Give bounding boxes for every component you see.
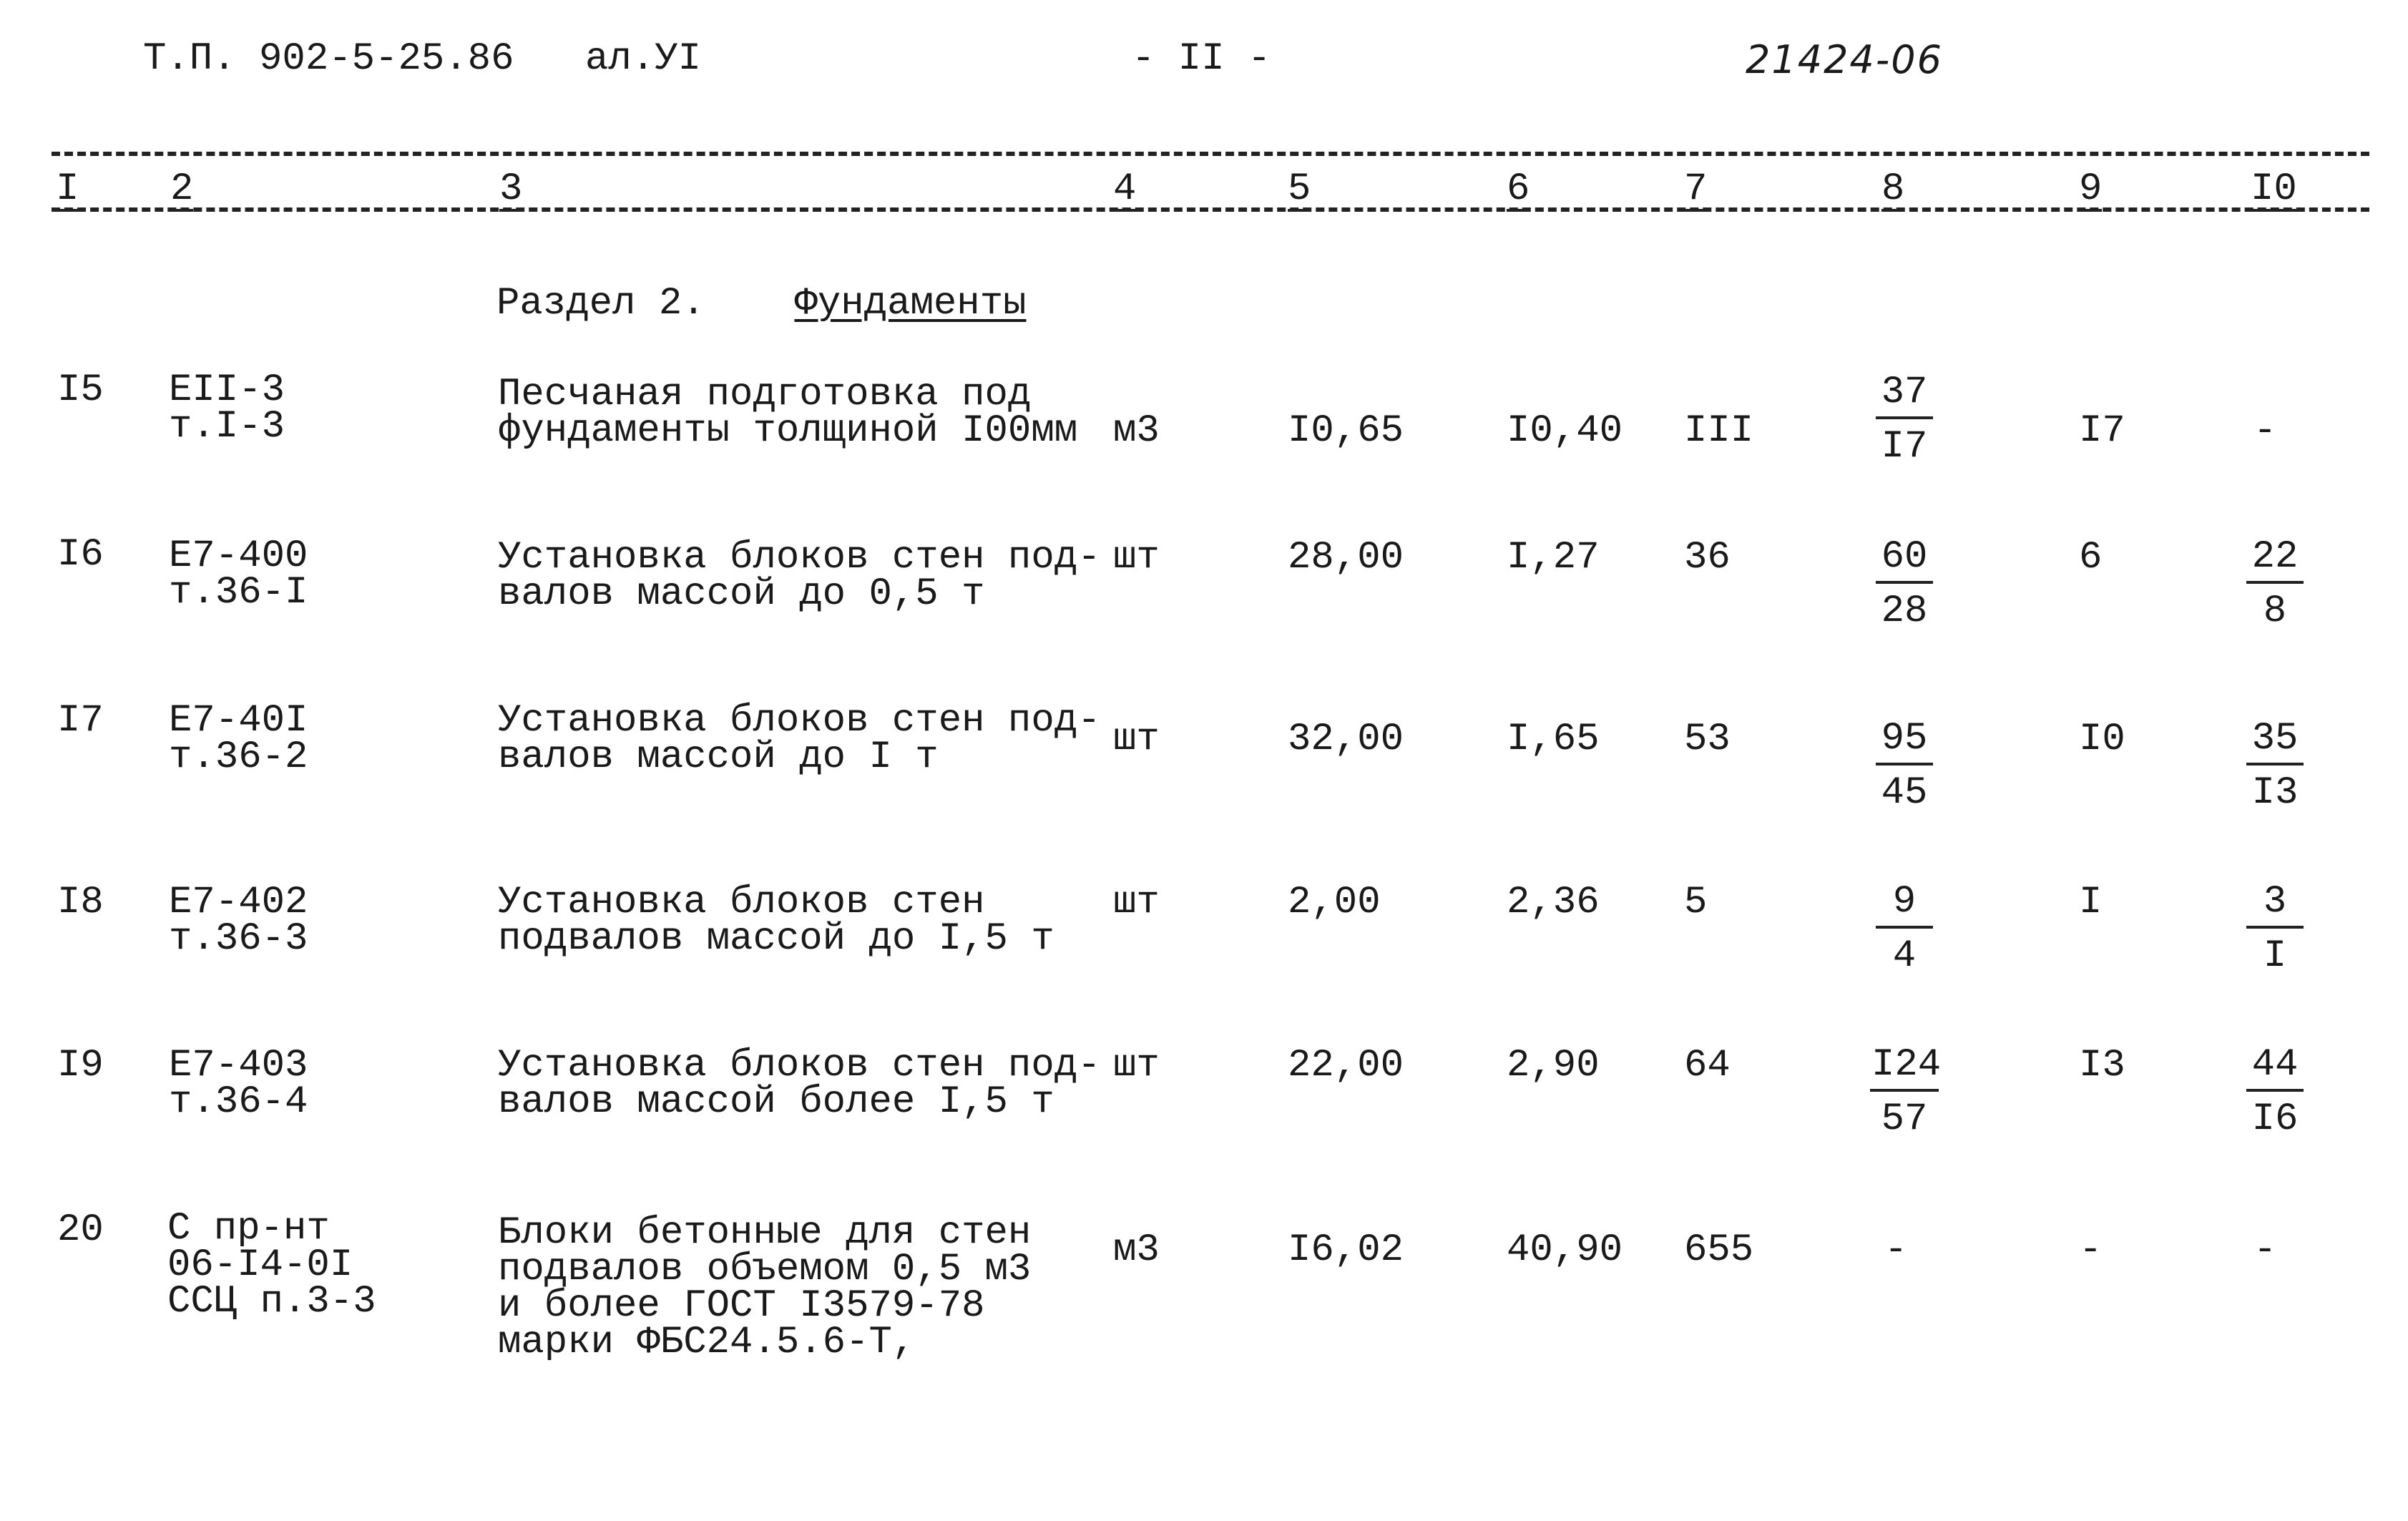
unit: шт (1113, 536, 1160, 579)
unit-price: I,65 (1507, 718, 1600, 761)
description-line: подвалов объемом 0,5 м3 (498, 1248, 1032, 1291)
row-number: I7 (57, 699, 104, 743)
col-5-number: 5 (1288, 167, 1311, 211)
description-line: валов массой до I т (498, 735, 939, 779)
fraction-denominator: 45 (1881, 771, 1928, 815)
norm-code-line: т.I-3 (169, 405, 285, 449)
quantity: 22,00 (1288, 1044, 1404, 1087)
section-heading (496, 282, 1027, 326)
col-10-value: - (2253, 1228, 2277, 1272)
col-9-value: I7 (2079, 409, 2125, 453)
norm-code-line: т.36-2 (169, 735, 308, 779)
header-top-rule (52, 152, 2369, 156)
norm-code-line: E7-40I (169, 699, 308, 743)
fraction-numerator: 44 (2246, 1046, 2304, 1092)
unit: шт (1113, 1044, 1160, 1087)
fraction-denominator: I7 (1881, 425, 1928, 469)
album-number: ал.УI (585, 37, 702, 81)
norm-code-line: т.36-I (169, 571, 308, 615)
col-3-number: 3 (499, 167, 523, 211)
col-8-fraction (1876, 880, 1933, 978)
fraction-numerator: 3 (2246, 883, 2304, 929)
quantity: 2,00 (1288, 881, 1381, 924)
description-line: и более ГОСТ I3579-78 (498, 1284, 985, 1328)
description-line: Установка блоков стен под- (498, 1044, 1101, 1087)
fraction-denominator: I3 (2251, 771, 2299, 815)
unit: шт (1113, 718, 1160, 761)
quantity: 32,00 (1288, 718, 1404, 761)
description-line: фундаменты толщиной I00мм (498, 409, 1078, 453)
col-9-number: 9 (2079, 167, 2103, 211)
col-7-number: 7 (1684, 167, 1708, 211)
total-cost: 53 (1684, 718, 1731, 761)
row-number: I6 (57, 533, 104, 577)
col-10-fraction (2246, 1043, 2304, 1141)
col-8-fraction (1870, 1043, 1942, 1141)
norm-code-line: С пр-нт (167, 1207, 330, 1251)
quantity: I0,65 (1288, 409, 1404, 453)
unit: м3 (1113, 409, 1160, 453)
section-title: Фундаменты (794, 282, 1027, 326)
norm-code-line: EII-3 (169, 368, 285, 412)
quantity: I6,02 (1288, 1228, 1404, 1272)
total-cost: 655 (1684, 1228, 1754, 1272)
unit-price: 40,90 (1507, 1228, 1623, 1272)
norm-code-line: ССЦ п.3-3 (167, 1280, 376, 1324)
description-line: Установка блоков стен (498, 881, 985, 924)
quantity: 28,00 (1288, 536, 1404, 579)
col-9-value: I (2079, 881, 2103, 924)
norm-code-line: т.36-3 (169, 917, 308, 961)
norm-code-line: т.36-4 (169, 1080, 308, 1124)
description-line: Песчаная подготовка под (498, 373, 1032, 416)
col-10-value: - (2253, 409, 2277, 453)
fraction-numerator: 37 (1876, 373, 1933, 419)
row-number: I9 (57, 1044, 104, 1087)
unit: шт (1113, 881, 1160, 924)
description-line: валов массой до 0,5 т (498, 572, 985, 616)
page-number: - II - (1132, 37, 1271, 81)
col-2-number: 2 (170, 167, 194, 211)
total-cost: 64 (1684, 1044, 1731, 1087)
fraction-numerator: 9 (1876, 883, 1933, 929)
fraction-denominator: 4 (1892, 934, 1917, 978)
description-line: Блоки бетонные для стен (498, 1211, 1032, 1255)
norm-code-line: E7-402 (169, 881, 308, 924)
col-8-fraction (1876, 717, 1933, 815)
section-prefix: Раздел 2. (496, 282, 705, 326)
col-9-value: 6 (2079, 536, 2103, 579)
header-bottom-rule (52, 207, 2369, 212)
unit-price: I0,40 (1507, 409, 1623, 453)
col-4-number: 4 (1113, 167, 1137, 211)
col-8-fraction (1876, 535, 1933, 633)
fraction-numerator: 95 (1876, 720, 1933, 766)
description-line: марки ФБС24.5.6-Т, (498, 1321, 916, 1364)
col-8-value: - (1884, 1228, 1908, 1272)
col-10-fraction (2246, 717, 2304, 815)
col-10-fraction (2246, 880, 2304, 978)
col-6-number: 6 (1507, 167, 1530, 211)
fraction-denominator: I (2263, 934, 2287, 978)
unit: м3 (1113, 1228, 1160, 1272)
row-number: I8 (57, 881, 104, 924)
row-number: I5 (57, 368, 104, 412)
col-1-number: I (56, 167, 79, 211)
unit-price: 2,90 (1507, 1044, 1600, 1087)
col-9-value: - (2079, 1228, 2103, 1272)
total-cost: 36 (1684, 536, 1731, 579)
col-10-fraction (2246, 535, 2304, 633)
fraction-numerator: 60 (1876, 538, 1933, 584)
col-8-fraction (1876, 371, 1933, 469)
col-8-number: 8 (1881, 167, 1905, 211)
description-line: Установка блоков стен под- (498, 536, 1101, 579)
unit-price: 2,36 (1507, 881, 1600, 924)
description-line: подвалов массой до I,5 т (498, 917, 1054, 961)
row-number: 20 (57, 1208, 104, 1252)
fraction-denominator: 8 (2263, 590, 2287, 633)
norm-code-line: E7-403 (169, 1044, 308, 1087)
description-line: валов массой более I,5 т (498, 1080, 1054, 1124)
norm-code-line: E7-400 (169, 534, 308, 578)
total-cost: III (1684, 409, 1754, 453)
fraction-denominator: 28 (1881, 590, 1928, 633)
fraction-denominator: 57 (1881, 1097, 1928, 1141)
col-9-value: I0 (2079, 718, 2125, 761)
total-cost: 5 (1684, 881, 1708, 924)
fraction-numerator: 22 (2246, 538, 2304, 584)
document-code: Т.П. 902-5-25.86 (143, 37, 514, 81)
col-9-value: I3 (2079, 1044, 2125, 1087)
fraction-numerator: I24 (1870, 1046, 1939, 1092)
handwritten-stamp: 21424-06 (1746, 37, 1943, 82)
fraction-denominator: I6 (2251, 1097, 2299, 1141)
description-line: Установка блоков стен под- (498, 699, 1101, 743)
norm-code-line: 06-I4-0I (167, 1243, 353, 1287)
fraction-numerator: 35 (2246, 720, 2304, 766)
col-10-number: I0 (2251, 167, 2297, 211)
unit-price: I,27 (1507, 536, 1600, 579)
